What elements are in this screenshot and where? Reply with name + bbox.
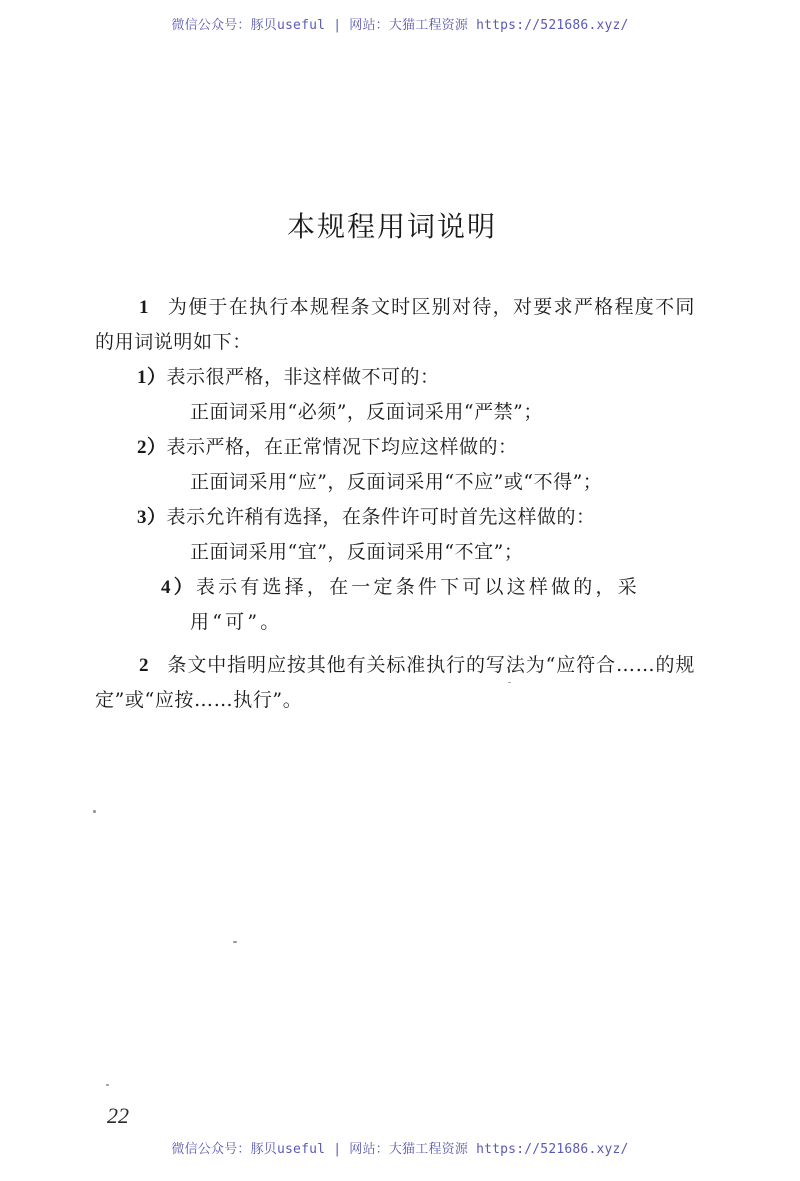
list-item-2-text: 表示严格，在正常情况下均应这样做的： — [166, 436, 518, 458]
section-2-text: 条文中指明应按其他有关标准执行的写法为“应符合……的规定”或“应按……执行”。 — [95, 654, 695, 711]
section-1-text: 为便于在执行本规程条文时区别对待，对要求严格程度不同的用词说明如下： — [95, 296, 695, 353]
scan-speck — [93, 810, 96, 813]
list-item-4-number: 4） — [161, 577, 196, 598]
scan-speck — [508, 682, 511, 683]
section-2 — [95, 648, 695, 718]
list-item-1-detail: 正面词采用“必须”，反面词采用“严禁”； — [190, 401, 543, 423]
list-item-2-detail: 正面词采用“应”，反面词采用“不应”或“不得”； — [190, 471, 603, 493]
document-body — [95, 290, 695, 718]
watermark-top: 微信公众号：豚贝useful | 网站：大猫工程资源 https://521686.xyz/ — [171, 18, 629, 33]
list-item-3 — [95, 500, 695, 535]
list-item-1-text: 表示很严格，非这样做不可的： — [166, 366, 440, 388]
list-item-3-detail: 正面词采用“宜”，反面词采用“不宜”； — [190, 541, 524, 563]
list-item-1-number: 1） — [137, 367, 167, 388]
list-item-1 — [95, 360, 695, 395]
scan-speck — [233, 941, 237, 943]
list-item-4-text: 表示有选择，在一定条件下可以这样做的，采用“可”。 — [190, 576, 640, 633]
page-number: 22 — [107, 1103, 129, 1128]
watermark-bottom: 微信公众号：豚贝useful | 网站：大猫工程资源 https://521686.xyz/ — [171, 1142, 629, 1157]
section-2-number: 2 — [139, 655, 150, 676]
list-item-3-text: 表示允许稍有选择，在条件许可时首先这样做的： — [166, 506, 596, 528]
list-item-3-number: 3） — [137, 507, 167, 528]
page-title: 本规程用词说明 — [286, 210, 497, 243]
section-1-number: 1 — [139, 297, 150, 318]
list-item-2 — [95, 430, 695, 465]
section-1 — [95, 290, 695, 360]
list-item-2-number: 2） — [137, 437, 167, 458]
list-item-4 — [95, 570, 695, 640]
scan-speck — [106, 1084, 109, 1086]
